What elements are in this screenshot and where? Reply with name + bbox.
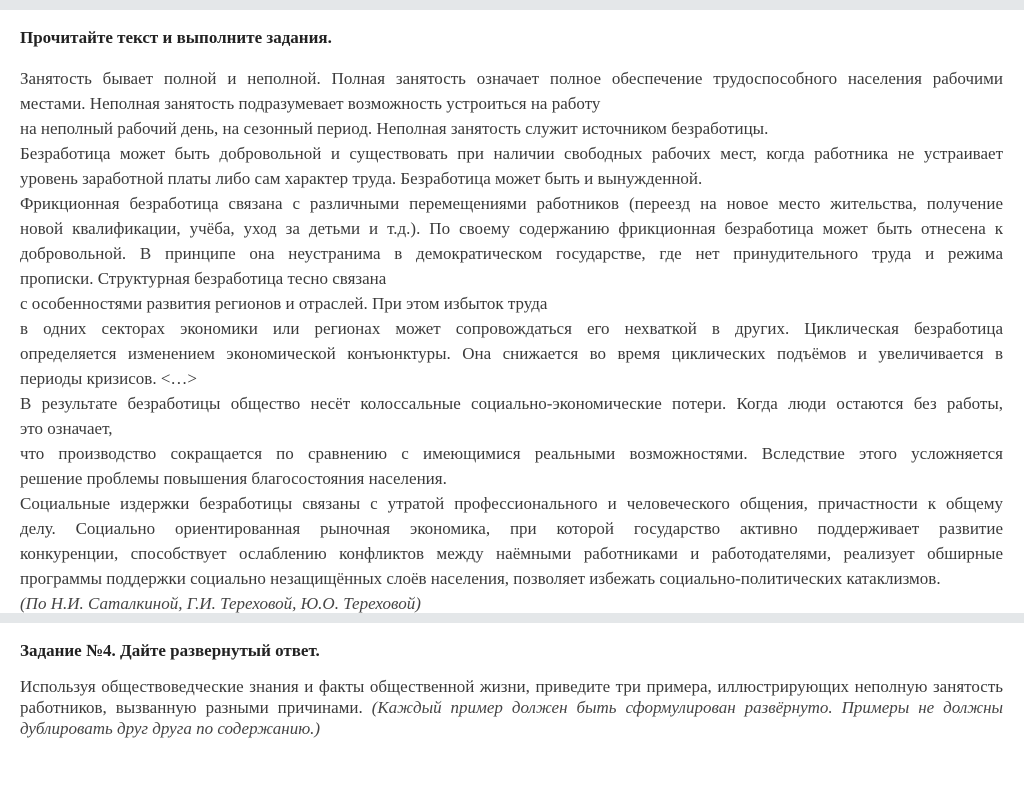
text-line: делу. Социально ориентированная рыночная экономика, при которой государство активно поддерживает развитие: [20, 519, 1003, 538]
text-line: Безработица может быть добровольной и существовать при наличии свободных рабочих мест, когда работника не устраивает: [20, 144, 1003, 163]
text-line: в одних секторах экономики или регионах может сопровождаться его нехваткой в других. Циклическая безработица: [20, 319, 1003, 338]
reading-heading: Прочитайте текст и выполните задания.: [20, 28, 332, 47]
text-line: что производство сокращается по сравнению с имеющимися реальными возможностями. Вследствие этого усложняется: [20, 444, 1003, 463]
text-line: конкуренции, способствует ослаблению конфликтов между наёмными работниками и работодателями, реализует обширные: [20, 544, 1003, 563]
reading-text: [20, 66, 1003, 591]
text-line: с особенностями развития регионов и отраслей. При этом избыток труда: [20, 294, 548, 313]
top-divider-band: [0, 0, 1024, 10]
text-line: определяется изменением экономической конъюнктуры. Она снижается во время циклических подъёмов и увеличивается в: [20, 344, 1003, 363]
text-line: Социальные издержки безработицы связаны с утратой профессионального и человеческого общения, причастности к общему: [20, 494, 1003, 513]
reading-text-section: [0, 10, 1024, 613]
text-line: добровольной. В принципе она неустранима в демократическом государстве, где нет принудительного труда и режима: [20, 244, 1003, 263]
task-instruction: Используя обществоведческие знания и факты общественной жизни, приведите три примера, иллюстрирующих неполную занятость работников, вызванную разными причинами.: [20, 677, 1003, 717]
text-line: новой квалификации, учёба, уход за детьми и т.д.). По своему содержанию фрикционная безработица может быть отнесена к: [20, 219, 1003, 238]
text-line: прописки. Структурная безработица тесно связана: [20, 269, 387, 288]
task-section: [0, 623, 1024, 739]
task-note: (Каждый пример должен быть сформулирован развёрнуто. Примеры не должны дублировать друг друга по содержанию.): [20, 698, 1004, 738]
task-heading: Задание №4. Дайте развернутый ответ.: [20, 641, 320, 660]
text-line: Занятость бывает полной и неполной. Полная занятость означает полное обеспечение трудоспособного населения рабочими: [20, 69, 1003, 88]
text-line: решение проблемы повышения благосостояния населения.: [20, 469, 447, 488]
text-line: В результате безработицы общество несёт колоссальные социально-экономические потери. Когда люди остаются без работы,: [20, 394, 1003, 413]
text-line: это означает,: [20, 419, 113, 438]
text-line: Фрикционная безработица связана с различными перемещениями работников (переезд на новое место жительства, получение: [20, 194, 1003, 213]
text-line: местами. Неполная занятость подразумевает возможность устроиться на работу: [20, 94, 601, 113]
text-line: на неполный рабочий день, на сезонный период. Неполная занятость служит источником безработицы.: [20, 119, 769, 138]
text-line: программы поддержки социально незащищённых слоёв населения, позволяет избежать социально-политических катаклизмов.: [20, 569, 941, 588]
text-line: периоды кризисов. <…>: [20, 369, 197, 388]
text-source: (По Н.И. Саталкиной, Г.И. Тереховой, Ю.О. Тереховой): [20, 594, 421, 613]
text-line: уровень заработной платы либо сам характер труда. Безработица может быть и вынужденной.: [20, 169, 703, 188]
task-text: [20, 676, 1003, 739]
